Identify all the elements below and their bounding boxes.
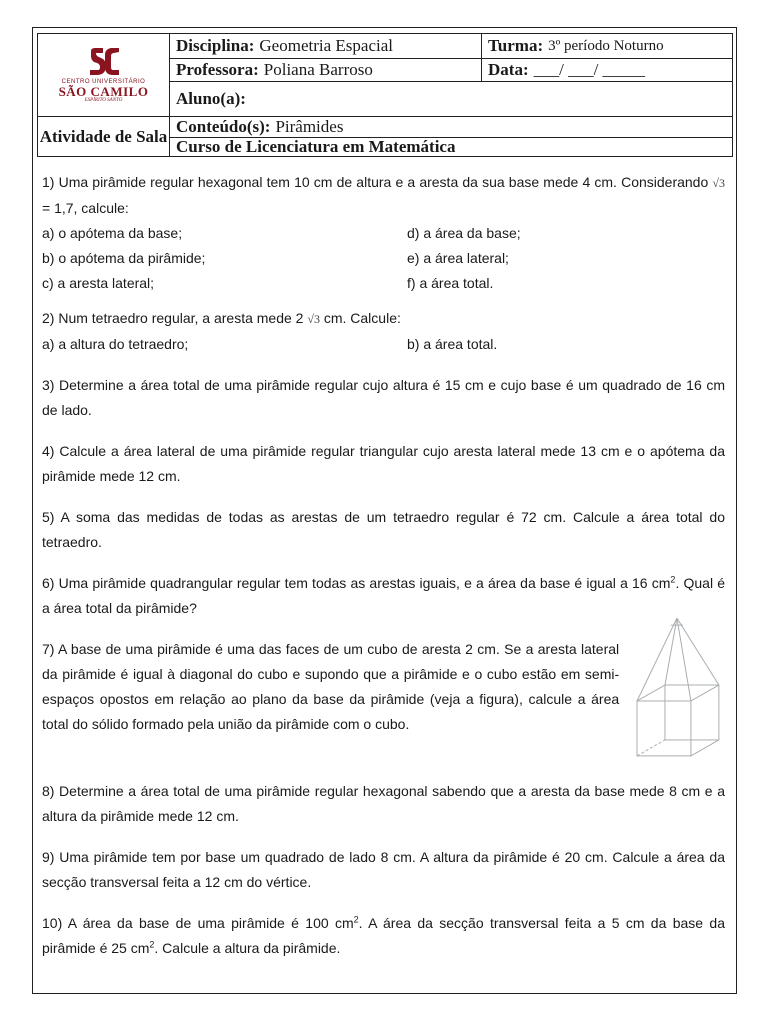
q1-item-c: c) a aresta lateral;: [42, 275, 155, 291]
aluno-label: Aluno(a):: [176, 89, 246, 108]
q10-superscript-1: 2: [353, 914, 359, 925]
q10-text-mid: . A área da secção transversal feita a 5 cm da base da pirâmide é 25 cm: [42, 915, 725, 956]
logo-line2: SÃO CAMILO: [58, 84, 149, 99]
data-cell: [482, 59, 732, 82]
atividade-cell: Atividade de Sala: [38, 117, 170, 156]
professora-value: Poliana Barroso: [263, 60, 373, 79]
disciplina-label: Disciplina:: [176, 36, 255, 55]
turma-value: 3º período Noturno: [548, 37, 664, 54]
q1-text-end: = 1,7, calcule:: [42, 200, 129, 216]
curso-title: Curso de Licenciatura em Matemática: [176, 137, 456, 156]
q1-text: 1) Uma pirâmide regular hexagonal tem 10 cm de altura e a aresta da sua base mede 4 cm. Considerando: [42, 174, 713, 190]
sqrt-3-symbol: √3: [712, 176, 725, 190]
question-3: 3) Determine a área total de uma pirâmide regular cujo altura é 15 cm e cujo base é um quadrado de 16 cm de lado.: [42, 377, 725, 418]
q7-text: 7) A base de uma pirâmide é uma das faces de um cubo de aresta 2 cm. Se a aresta lateral da pirâmide é igual à diagonal do cubo e supondo que a pirâmide e o cubo estão em semi-espaços opostos em relação ao plano da base da pirâmide (veja a figura), calcule a área total do sólido formado pela união da pirâmide com o cubo.: [42, 641, 620, 732]
turma-cell: [482, 34, 732, 59]
conteudo-label: Conteúdo(s):: [176, 117, 271, 136]
q1-item-f: f) a área total.: [407, 275, 494, 291]
disciplina-value: Geometria Espacial: [259, 36, 393, 55]
question-4: 4) Calcule a área lateral de uma pirâmide regular triangular cujo aresta lateral mede 13 cm e o apótema da pirâmide mede 12 cm.: [42, 443, 725, 484]
q10-text: 10) A área da base de uma pirâmide é 100 cm: [42, 915, 354, 931]
q2-item-b: b) a área total.: [407, 336, 498, 352]
q10-text-end: . Calcule a altura da pirâmide.: [154, 940, 341, 956]
question-1: [42, 170, 725, 296]
pyramid-on-cube-figure: [633, 615, 725, 763]
aluno-cell[interactable]: [170, 82, 732, 117]
question-5: 5) A soma das medidas de todas as arestas de um tetraedro regular é 72 cm. Calcule a área total do tetraedro.: [42, 509, 725, 550]
question-9: 9) Uma pirâmide tem por base um quadrado de lado 8 cm. A altura da pirâmide é 20 cm. Calcule a área da secção transversal feita a 12 cm do vértice.: [42, 849, 725, 890]
q1-item-e: e) a área lateral;: [407, 250, 509, 266]
question-2: [42, 306, 725, 357]
question-8: 8) Determine a área total de uma pirâmide regular hexagonal sabendo que a aresta da base mede 8 cm e a altura da pirâmide mede 12 cm.: [42, 783, 725, 824]
institution-logo: [38, 34, 170, 117]
logo-line1: CENTRO UNIVERSITÁRIO: [61, 79, 146, 85]
q6-text-end: . Qual é a área total da pirâmide?: [42, 575, 725, 616]
q10-superscript-2: 2: [149, 939, 155, 950]
disciplina-cell: [170, 34, 482, 59]
turma-label: Turma:: [488, 36, 544, 55]
q2-text: 2) Num tetraedro regular, a aresta mede 2: [42, 310, 308, 326]
q1-row-1: [42, 221, 725, 246]
question-6: [42, 571, 725, 621]
q2-item-a: a) a altura do tetraedro;: [42, 336, 189, 352]
q1-item-d: d) a área da base;: [407, 225, 521, 241]
q6-superscript: 2: [670, 574, 676, 585]
professora-label: Professora:: [176, 60, 259, 79]
q1-row-2: [42, 246, 725, 271]
question-10: [42, 911, 725, 961]
q2-row-1: [42, 332, 725, 357]
logo-mark-icon: [87, 47, 121, 77]
data-value[interactable]: ___/ ___/ _____: [533, 60, 646, 79]
q1-item-a: a) o apótema da base;: [42, 225, 183, 241]
questions-list: [42, 170, 725, 977]
sqrt-3-symbol: √3: [307, 312, 320, 326]
q1-item-b: b) o apótema da pirâmide;: [42, 250, 206, 266]
question-7: [42, 637, 725, 763]
data-label: Data:: [488, 60, 529, 79]
q1-row-3: [42, 271, 725, 296]
q2-text-end: cm. Calcule:: [319, 310, 401, 326]
curso-cell: [170, 138, 732, 156]
conteudo-cell: [170, 117, 732, 138]
conteudo-value: Pirâmides: [275, 117, 344, 136]
logo-line3: ESPÍRITO SANTO: [84, 98, 123, 103]
header-table: [37, 33, 733, 157]
professora-cell: [170, 59, 482, 82]
q6-text: 6) Uma pirâmide quadrangular regular tem todas as arestas iguais, e a área da base é igual a 16 cm: [42, 575, 671, 591]
